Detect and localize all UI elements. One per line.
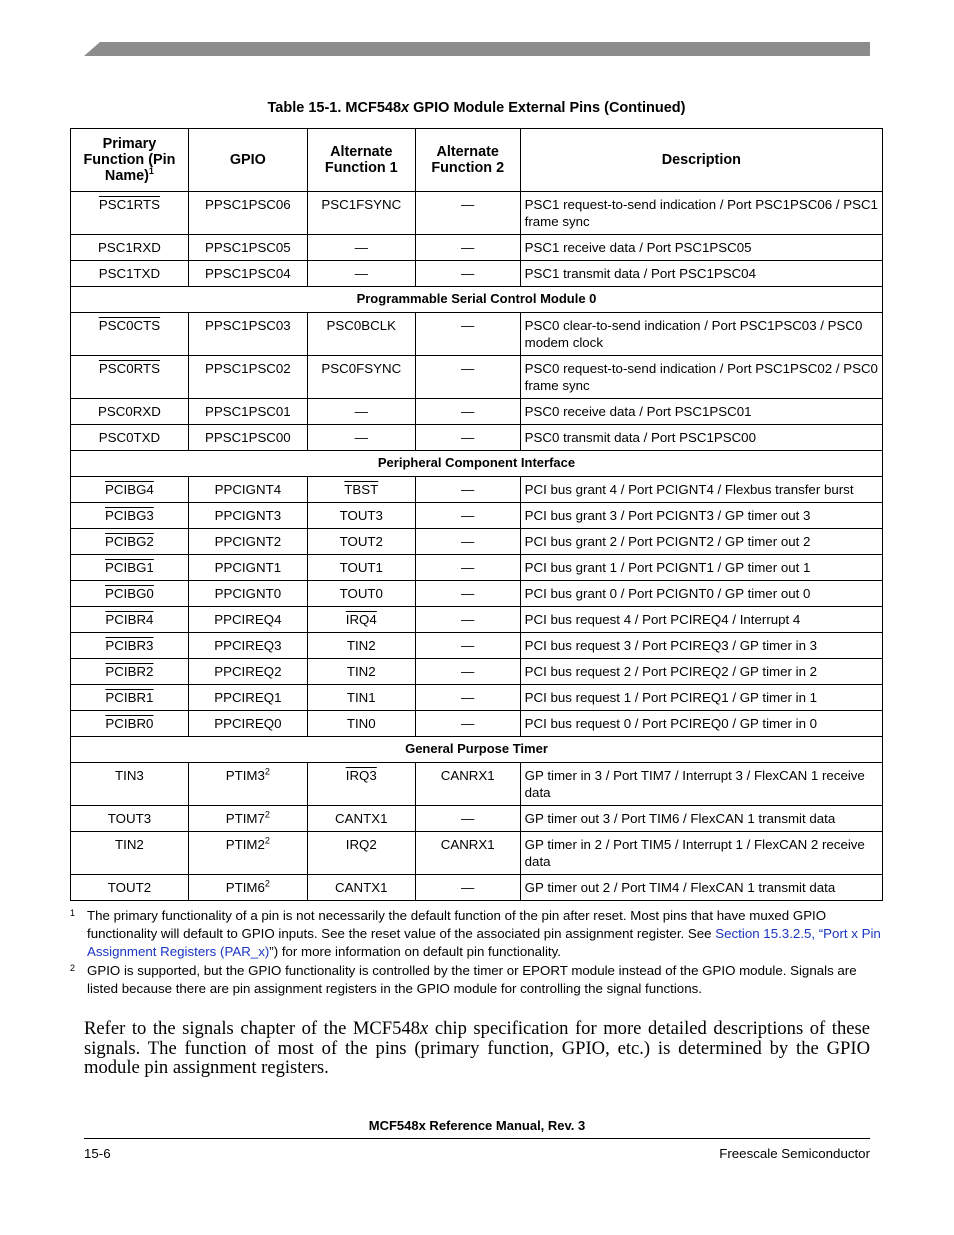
section-row bbox=[71, 737, 883, 763]
cell-alt-function-1: TIN0 bbox=[307, 711, 415, 737]
cell-alt-function-1: TIN2 bbox=[307, 659, 415, 685]
cell-alt-function-2: — bbox=[415, 875, 520, 901]
cell-gpio: $PTIM7^2$ bbox=[188, 806, 307, 832]
table-row bbox=[71, 806, 883, 832]
cell-description: PCI bus request 2 / Port PCIREQ2 / GP timer in 2 bbox=[520, 659, 882, 685]
cell-gpio: PPCIREQ4 bbox=[188, 607, 307, 633]
cell-pin-name: PSC0RXD bbox=[71, 399, 189, 425]
section-title: General Purpose Timer bbox=[71, 737, 883, 763]
cell-description: PSC1 receive data / Port PSC1PSC05 bbox=[520, 235, 882, 261]
table-row bbox=[71, 261, 883, 287]
table-row bbox=[71, 832, 883, 875]
cell-alt-function-2: — bbox=[415, 607, 520, 633]
cell-alt-function-1: PSC0FSYNC bbox=[307, 356, 415, 399]
cell-description: PCI bus grant 0 / Port PCIGNT0 / GP timer out 0 bbox=[520, 581, 882, 607]
cell-gpio: PPCIREQ2 bbox=[188, 659, 307, 685]
table-row bbox=[71, 633, 883, 659]
cell-alt-function-1: TOUT3 bbox=[307, 503, 415, 529]
table-row bbox=[71, 313, 883, 356]
cell-alt-function-1: TOUT2 bbox=[307, 529, 415, 555]
cell-alt-function-2: — bbox=[415, 313, 520, 356]
header-alt-function-2: Alternate Function 2 bbox=[415, 129, 520, 192]
cell-pin-name: PCIBG2 bbox=[71, 529, 189, 555]
cell-gpio: PPSC1PSC04 bbox=[188, 261, 307, 287]
cell-alt-function-1: TOUT0 bbox=[307, 581, 415, 607]
cell-alt-function-2: — bbox=[415, 503, 520, 529]
cell-pin-name: TIN2 bbox=[71, 832, 189, 875]
cell-alt-function-1: — bbox=[307, 399, 415, 425]
cell-alt-function-1: — bbox=[307, 425, 415, 451]
header-banner bbox=[84, 42, 870, 56]
cell-description: GP timer out 3 / Port TIM6 / FlexCAN 1 transmit data bbox=[520, 806, 882, 832]
cell-description: PCI bus grant 3 / Port PCIGNT3 / GP timer out 3 bbox=[520, 503, 882, 529]
cell-gpio: PPCIREQ3 bbox=[188, 633, 307, 659]
cell-pin-name: TIN3 bbox=[71, 763, 189, 806]
table-row bbox=[71, 192, 883, 235]
table-row bbox=[71, 607, 883, 633]
cell-gpio: PPSC1PSC03 bbox=[188, 313, 307, 356]
cell-pin-name: PSC1RXD bbox=[71, 235, 189, 261]
cell-alt-function-1: PSC1FSYNC bbox=[307, 192, 415, 235]
table-row bbox=[71, 399, 883, 425]
footnote-1: 1 The primary functionality of a pin is not necessarily the default function of the pin after reset. Most pins that have muxed GPIO functionality will default to GPIO inputs. See the reset value of the associated pin assignment register. See Section 15.3.2.5, “Port x Pin Assignment Registers (PAR_x)”) for more information on default pin functionality. bbox=[70, 908, 881, 959]
cell-alt-function-2: — bbox=[415, 806, 520, 832]
cell-gpio: $PTIM3^2$ bbox=[188, 763, 307, 806]
cell-gpio: $PTIM6^2$ bbox=[188, 875, 307, 901]
cell-gpio: $PTIM2^2$ bbox=[188, 832, 307, 875]
table-row bbox=[71, 763, 883, 806]
cell-pin-name: PCIBR3 bbox=[71, 633, 189, 659]
cell-alt-function-2: — bbox=[415, 685, 520, 711]
section-row bbox=[71, 287, 883, 313]
cell-pin-name: PSC1TXD bbox=[71, 261, 189, 287]
cell-alt-function-1: IRQ4 bbox=[307, 607, 415, 633]
cell-alt-function-1: PSC0BCLK bbox=[307, 313, 415, 356]
cell-alt-function-1: TIN1 bbox=[307, 685, 415, 711]
footnote-2: 2 GPIO is supported, but the GPIO functionality is controlled by the timer or EPORT module instead of the GPIO module. Signals are listed because there are pin assignment registers in the GPIO module for controlling the signal functions. bbox=[70, 963, 857, 996]
cell-alt-function-1: CANTX1 bbox=[307, 875, 415, 901]
cell-pin-name: PSC0TXD bbox=[71, 425, 189, 451]
cell-pin-name: PSC0RTS bbox=[71, 356, 189, 399]
page-number: 15-6 bbox=[84, 1146, 111, 1161]
cell-alt-function-2: — bbox=[415, 529, 520, 555]
cell-alt-function-2: — bbox=[415, 425, 520, 451]
cell-gpio: PPSC1PSC05 bbox=[188, 235, 307, 261]
cell-gpio: PPSC1PSC00 bbox=[188, 425, 307, 451]
cell-description: PSC0 request-to-send indication / Port PSC1PSC02 / PSC0 frame sync bbox=[520, 356, 882, 399]
cell-alt-function-2: — bbox=[415, 261, 520, 287]
cell-alt-function-2: — bbox=[415, 192, 520, 235]
cell-description: PSC0 receive data / Port PSC1PSC01 bbox=[520, 399, 882, 425]
cell-gpio: PPCIGNT2 bbox=[188, 529, 307, 555]
cell-pin-name: PCIBG0 bbox=[71, 581, 189, 607]
table-row bbox=[71, 477, 883, 503]
cell-alt-function-2: — bbox=[415, 399, 520, 425]
cell-alt-function-2: — bbox=[415, 555, 520, 581]
table-caption: Table 15-1. MCF548x GPIO Module External Pins (Continued) bbox=[267, 100, 686, 116]
cell-pin-name: PSC0CTS bbox=[71, 313, 189, 356]
table-row bbox=[71, 235, 883, 261]
table-row bbox=[71, 503, 883, 529]
cell-description: PCI bus request 1 / Port PCIREQ1 / GP timer in 1 bbox=[520, 685, 882, 711]
section-title: Programmable Serial Control Module 0 bbox=[71, 287, 883, 313]
cell-gpio: PPSC1PSC01 bbox=[188, 399, 307, 425]
header-gpio: GPIO bbox=[188, 129, 307, 192]
cell-description: PCI bus request 0 / Port PCIREQ0 / GP timer in 0 bbox=[520, 711, 882, 737]
cell-alt-function-2: CANRX1 bbox=[415, 832, 520, 875]
table-row bbox=[71, 555, 883, 581]
cell-alt-function-1: — bbox=[307, 261, 415, 287]
table-row bbox=[71, 659, 883, 685]
cell-alt-function-2: — bbox=[415, 581, 520, 607]
cell-pin-name: TOUT3 bbox=[71, 806, 189, 832]
cell-alt-function-2: — bbox=[415, 659, 520, 685]
table-row bbox=[71, 529, 883, 555]
cell-alt-function-2: — bbox=[415, 356, 520, 399]
company-name: Freescale Semiconductor bbox=[719, 1146, 870, 1161]
cell-description: GP timer in 3 / Port TIM7 / Interrupt 3 / FlexCAN 1 receive data bbox=[520, 763, 882, 806]
cell-alt-function-1: CANTX1 bbox=[307, 806, 415, 832]
cell-alt-function-1: IRQ2 bbox=[307, 832, 415, 875]
cell-alt-function-2: — bbox=[415, 633, 520, 659]
cell-pin-name: PCIBR1 bbox=[71, 685, 189, 711]
cell-pin-name: TOUT2 bbox=[71, 875, 189, 901]
cell-description: PSC1 request-to-send indication / Port PSC1PSC06 / PSC1 frame sync bbox=[520, 192, 882, 235]
cell-alt-function-1: TIN2 bbox=[307, 633, 415, 659]
footer-rule bbox=[84, 1138, 870, 1139]
cell-pin-name: PCIBR0 bbox=[71, 711, 189, 737]
cell-description: PSC1 transmit data / Port PSC1PSC04 bbox=[520, 261, 882, 287]
cell-pin-name: PSC1RTS bbox=[71, 192, 189, 235]
table-header-row bbox=[71, 129, 883, 192]
table-row bbox=[71, 425, 883, 451]
cell-description: PCI bus request 4 / Port PCIREQ4 / Interrupt 4 bbox=[520, 607, 882, 633]
gpio-pins-table bbox=[70, 128, 883, 901]
cell-description: PCI bus request 3 / Port PCIREQ3 / GP timer in 3 bbox=[520, 633, 882, 659]
cell-gpio: PPCIGNT0 bbox=[188, 581, 307, 607]
cell-gpio: PPSC1PSC02 bbox=[188, 356, 307, 399]
cell-description: GP timer out 2 / Port TIM4 / FlexCAN 1 transmit data bbox=[520, 875, 882, 901]
table-row bbox=[71, 711, 883, 737]
cell-alt-function-1: IRQ3 bbox=[307, 763, 415, 806]
section-row bbox=[71, 451, 883, 477]
cell-gpio: PPCIGNT4 bbox=[188, 477, 307, 503]
cell-description: PCI bus grant 1 / Port PCIGNT1 / GP timer out 1 bbox=[520, 555, 882, 581]
cell-alt-function-2: — bbox=[415, 711, 520, 737]
cell-alt-function-2: CANRX1 bbox=[415, 763, 520, 806]
cell-description: PSC0 transmit data / Port PSC1PSC00 bbox=[520, 425, 882, 451]
cell-pin-name: PCIBG1 bbox=[71, 555, 189, 581]
cell-gpio: PPCIGNT3 bbox=[188, 503, 307, 529]
table-row bbox=[71, 581, 883, 607]
header-primary-function: Primary Function (Pin Name)$^1$ bbox=[71, 129, 189, 192]
cell-alt-function-2: — bbox=[415, 235, 520, 261]
cell-pin-name: PCIBG3 bbox=[71, 503, 189, 529]
cell-description: PSC0 clear-to-send indication / Port PSC1PSC03 / PSC0 modem clock bbox=[520, 313, 882, 356]
section-title: Peripheral Component Interface bbox=[71, 451, 883, 477]
cell-pin-name: PCIBG4 bbox=[71, 477, 189, 503]
cell-alt-function-1: TBST bbox=[307, 477, 415, 503]
cell-alt-function-1: TOUT1 bbox=[307, 555, 415, 581]
cell-description: GP timer in 2 / Port TIM5 / Interrupt 1 / FlexCAN 2 receive data bbox=[520, 832, 882, 875]
table-row bbox=[71, 875, 883, 901]
header-alt-function-1: Alternate Function 1 bbox=[307, 129, 415, 192]
cell-description: PCI bus grant 4 / Port PCIGNT4 / Flexbus transfer burst bbox=[520, 477, 882, 503]
cell-alt-function-2: — bbox=[415, 477, 520, 503]
cell-gpio: PPSC1PSC06 bbox=[188, 192, 307, 235]
cell-gpio: PPCIGNT1 bbox=[188, 555, 307, 581]
cell-pin-name: PCIBR4 bbox=[71, 607, 189, 633]
table-row bbox=[71, 685, 883, 711]
table-row bbox=[71, 356, 883, 399]
body-paragraph: Refer to the signals chapter of the MCF548x chip specification for more detailed descriptions of these signals. The function of most of the pins (primary function, GPIO, etc.) is determined by the GPIO module pin assignment registers. bbox=[84, 1018, 870, 1078]
section-link[interactable]: Section 15.3.2.5, “Port x Pin Assignment Registers (PAR_x) bbox=[87, 926, 881, 959]
cell-gpio: PPCIREQ1 bbox=[188, 685, 307, 711]
footer-title: MCF548x Reference Manual, Rev. 3 bbox=[368, 1118, 586, 1133]
cell-pin-name: PCIBR2 bbox=[71, 659, 189, 685]
cell-description: PCI bus grant 2 / Port PCIGNT2 / GP timer out 2 bbox=[520, 529, 882, 555]
header-description: Description bbox=[520, 129, 882, 192]
cell-gpio: PPCIREQ0 bbox=[188, 711, 307, 737]
cell-alt-function-1: — bbox=[307, 235, 415, 261]
